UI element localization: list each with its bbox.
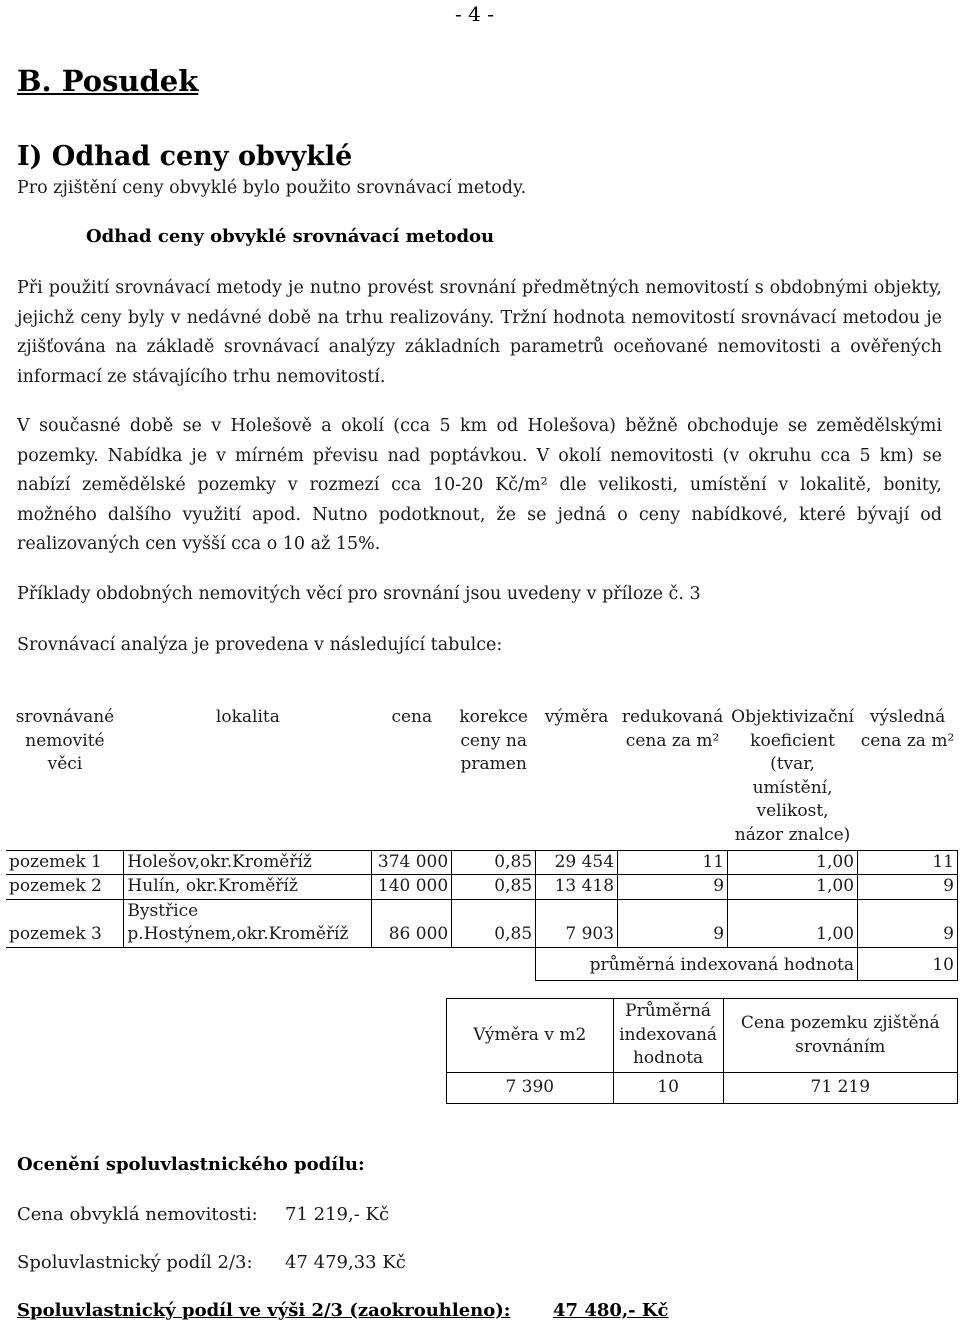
header-item: srovnávané nemovité věci: [15, 707, 115, 775]
share-value: 47 479,33 Kč: [285, 1252, 406, 1273]
paragraph-method: Při použití srovnávací metody je nutno provést srovnání předmětných nemovitostí s obdobnými objekty, jejichž ceny byly v nedávné době na trhu realizovány. Tržní hodnota nemovitostí srovnávací metodou je zjišťována na základě srovnávací analýzy základních parametrů oceňované nemovitosti a ověřených informací ze stávajícího trhu nemovitostí.: [17, 278, 942, 387]
cell-coefficient: 1,00: [728, 875, 858, 900]
summary-heading: Ocenění spoluvlastnického podílu:: [17, 1154, 365, 1175]
table-row: [6, 850, 958, 875]
cell-item: pozemek 2: [6, 875, 124, 900]
result-header-row: [447, 999, 958, 1073]
result-value-row: [447, 1073, 958, 1104]
header-location: lokalita: [215, 707, 280, 727]
cell-reduced-price: 9: [618, 899, 728, 947]
cell-result-price: 9: [858, 875, 958, 900]
paragraph-table-intro: Srovnávací analýza je provedena v následující tabulce:: [17, 635, 503, 655]
comparison-table: [6, 700, 958, 981]
subsection-heading: I) Odhad ceny obvyklé: [17, 141, 353, 172]
result-header-price: Cena pozemku zjištěná srovnáním: [723, 999, 957, 1073]
result-area: 7 390: [447, 1073, 614, 1104]
cell-location: Bystřice p.Hostýnem,okr.Kroměříž: [124, 899, 372, 947]
cell-reduced-price: 11: [618, 850, 728, 875]
cell-area: 7 903: [536, 899, 618, 947]
cell-price: 374 000: [372, 850, 452, 875]
cell-coefficient: 1,00: [728, 899, 858, 947]
cell-reduced-price: 9: [618, 875, 728, 900]
header-area: výměra: [544, 707, 609, 727]
average-value: 10: [858, 947, 958, 980]
cell-price: 86 000: [372, 899, 452, 947]
cell-result-price: 9: [858, 899, 958, 947]
header-coefficient: Objektivizační koeficient (tvar, umístění, velikost, názor znalce): [731, 707, 854, 845]
average-label: průměrná indexovaná hodnota: [536, 947, 858, 980]
cell-area: 13 418: [536, 875, 618, 900]
result-avg: 10: [613, 1073, 723, 1104]
section-heading: B. Posudek: [17, 64, 199, 98]
result-table: [446, 998, 958, 1104]
result-header-avg: Průměrná indexovaná hodnota: [613, 999, 723, 1073]
final-share-value: 47 480,- Kč: [553, 1300, 669, 1321]
cell-correction: 0,85: [452, 899, 536, 947]
cell-area: 29 454: [536, 850, 618, 875]
result-header-area: Výměra v m2: [447, 999, 614, 1073]
average-row: [6, 947, 958, 980]
cell-location: Hulín, okr.Kroměříž: [124, 875, 372, 900]
header-result-price: výsledná cena za m²: [860, 707, 955, 751]
page-number: - 4 -: [455, 2, 494, 26]
cell-item: pozemek 1: [6, 850, 124, 875]
share-label: Spoluvlastnický podíl 2/3:: [17, 1252, 253, 1273]
cell-coefficient: 1,00: [728, 850, 858, 875]
result-price: 71 219: [723, 1073, 957, 1104]
paragraph-appendix: Příklady obdobných nemovitých věcí pro srovnání jsou uvedeny v příloze č. 3: [17, 584, 701, 604]
cell-price: 140 000: [372, 875, 452, 900]
table-row: [6, 875, 958, 900]
table-header-row: [6, 700, 958, 850]
header-reduced-price: redukovaná cena za m²: [621, 707, 724, 751]
paragraph-market: V současné době se v Holešově a okolí (cca 5 km od Holešova) běžně obchoduje se zemědělskými pozemky. Nabídka je v mírném převisu nad poptávkou. V okolí nemovitosti (v okruhu cca 5 km) se nabízí zemědělské pozemky v rozmezí cca 10-20 Kč/m² dle velikosti, umístění v lokalitě, bonity, možného dalšího využití apod. Nutno podotknout, že se jedná o ceny nabídkové, které bývají od realizovaných cen vyšší cca o 10 až 15%.: [17, 416, 942, 554]
header-price: cena: [391, 707, 433, 727]
cell-result-price: 11: [858, 850, 958, 875]
table-row: [6, 899, 958, 947]
market-price-label: Cena obvyklá nemovitosti:: [17, 1204, 258, 1225]
method-heading: Odhad ceny obvyklé srovnávací metodou: [86, 226, 495, 247]
cell-correction: 0,85: [452, 850, 536, 875]
cell-location: Holešov,okr.Kroměříž: [124, 850, 372, 875]
cell-correction: 0,85: [452, 875, 536, 900]
final-share-label: Spoluvlastnický podíl ve výši 2/3 (zaokrouhleno):: [17, 1300, 511, 1321]
header-correction: korekce ceny na pramen: [459, 707, 528, 775]
intro-text: Pro zjištění ceny obvyklé bylo použito srovnávací metody.: [17, 178, 527, 198]
market-price-value: 71 219,- Kč: [285, 1204, 390, 1225]
cell-item: pozemek 3: [6, 899, 124, 947]
